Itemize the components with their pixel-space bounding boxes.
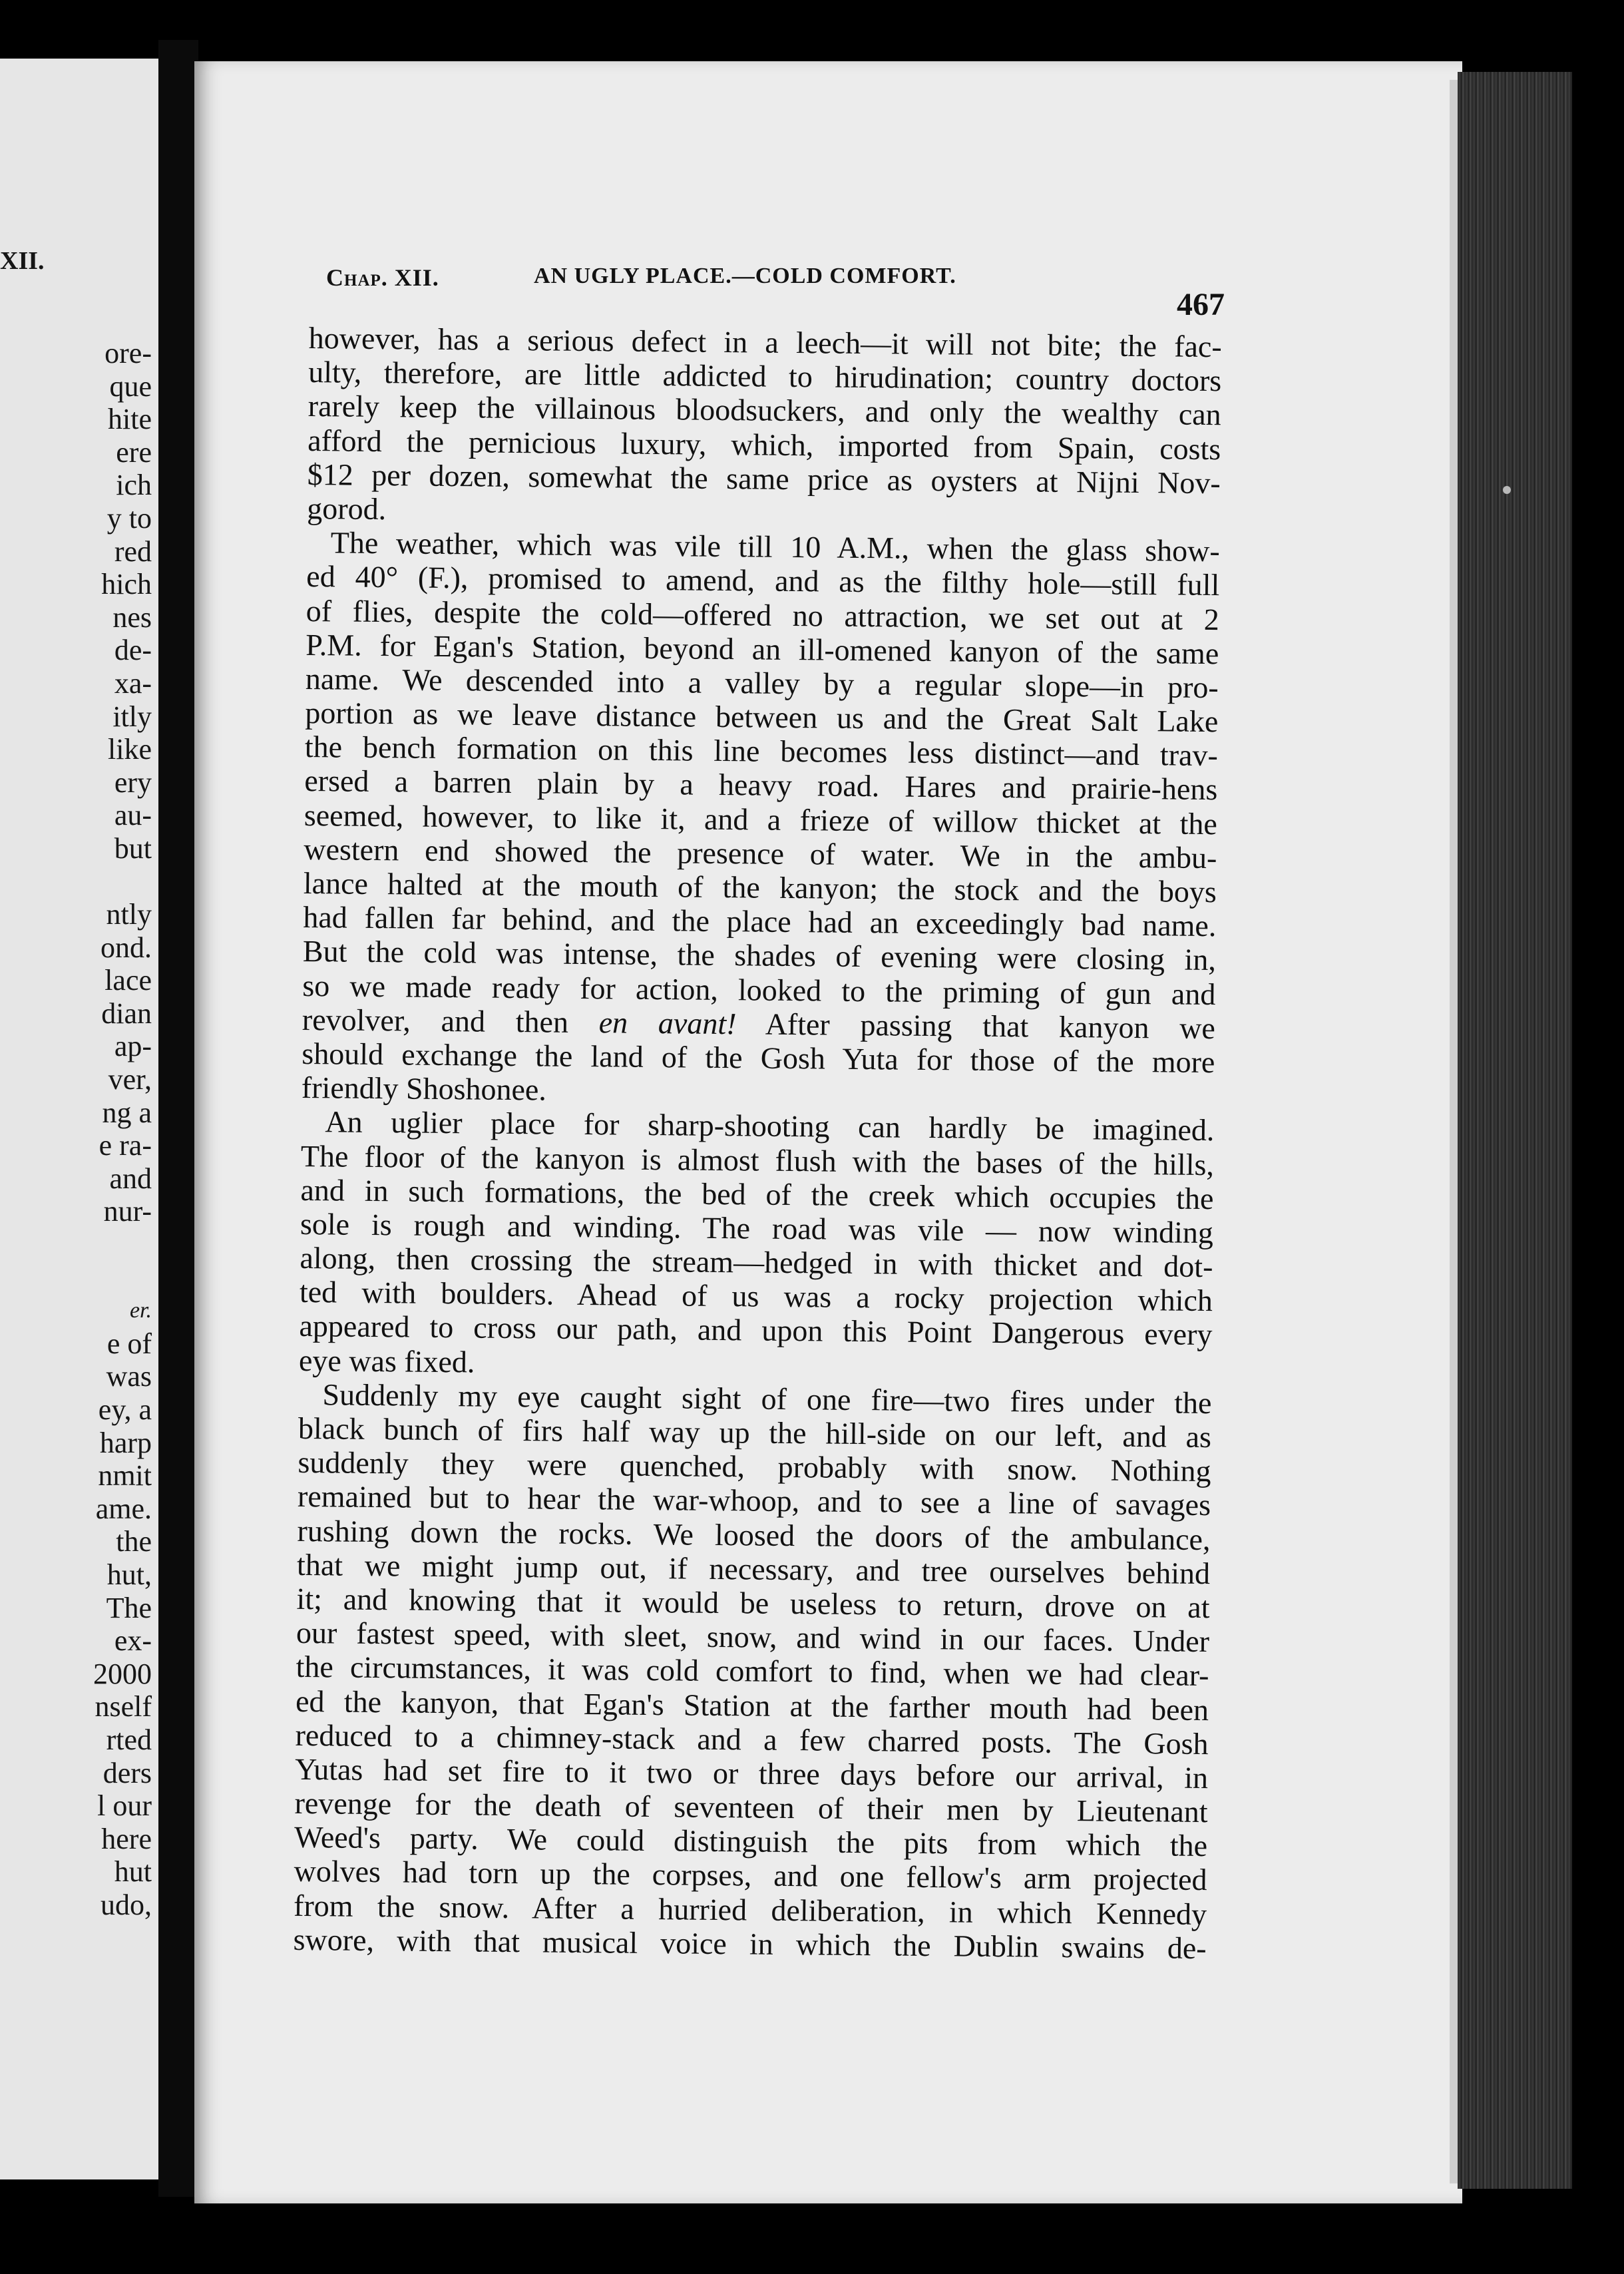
text-line: ed 40° (F.), promised to amend, and as the filthy hole—still full <box>306 559 1220 602</box>
text-line: Suddenly my eye caught sight of one fire—two fires under the <box>322 1377 1212 1420</box>
left-line: lace <box>104 964 152 997</box>
text-line: rarely keep the villainous bloodsuckers, and only the wealthy can <box>307 389 1221 432</box>
left-line: ex- <box>114 1624 152 1658</box>
text-line: from the snow. After a hurried deliberation, in which Kennedy <box>293 1888 1207 1931</box>
left-line: ntly <box>106 898 152 931</box>
text-line: The floor of the kanyon is almost flush with the bases of the hills, <box>300 1138 1215 1182</box>
left-line: 2000 <box>93 1657 152 1690</box>
left-line: ver, <box>108 1063 152 1096</box>
left-line: nmit <box>98 1459 152 1492</box>
left-line: xa- <box>114 666 152 700</box>
text-line: seemed, however, to like it, and a frieze of willow thicket at the <box>304 797 1218 841</box>
left-line: ery <box>114 766 152 799</box>
chapter-label: Chap. XII. <box>326 264 439 291</box>
left-line: was <box>106 1360 152 1393</box>
text-line: Weed's party. We could distinguish the pits from which the <box>294 1820 1208 1863</box>
text-line: wolves had torn up the corpses, and one fellow's arm projected <box>294 1854 1207 1897</box>
italic-phrase: en avant! <box>598 1005 737 1040</box>
text-line: swore, with that musical voice in which the Dublin swains de- <box>293 1922 1207 1965</box>
text-line: P.M. for Egan's Station, beyond an ill-omened kanyon of the same <box>305 627 1219 670</box>
left-line: here <box>101 1822 152 1855</box>
text-line: gorod. <box>307 491 387 527</box>
text-line: ulty, therefore, are little addicted to hirudination; country doctors <box>308 355 1222 398</box>
left-line: ore- <box>104 337 152 369</box>
left-line: but <box>114 831 152 865</box>
text-line: of flies, despite the cold—offered no attraction, we set out at 2 <box>305 593 1220 636</box>
left-line: hut, <box>106 1558 152 1591</box>
left-line: ng a <box>102 1096 152 1129</box>
text-line: Yutas had set fire to it two or three days before our arrival, in <box>294 1751 1209 1795</box>
page-edges <box>1458 72 1572 2189</box>
text-line: appeared to cross our path, and upon this Point Dangerous every <box>299 1309 1213 1352</box>
text-fragment: revolver, and then <box>302 1002 569 1039</box>
left-line: nur- <box>103 1195 152 1228</box>
text-line: ted with boulders. Ahead of us was a rocky projection which <box>299 1275 1213 1318</box>
text-fragment: After passing that kanyon we <box>765 1007 1216 1045</box>
left-line: rted <box>106 1723 152 1756</box>
left-line: au- <box>114 799 152 832</box>
left-page-line-endings <box>0 337 152 1922</box>
text-line: our fastest speed, with sleet, snow, and wind in our faces. Under <box>296 1616 1210 1659</box>
text-line: revenge for the death of seventeen of their men by Lieutenant <box>294 1785 1208 1829</box>
text-line: should exchange the land of the Gosh Yuta for those of the more <box>302 1036 1215 1080</box>
left-facing-page <box>0 59 158 2179</box>
running-title: AN UGLY PLACE.—COLD COMFORT. <box>534 264 956 288</box>
text-line: however, has a serious defect in a leech—it will not bite; the fac- <box>308 321 1222 364</box>
text-line: $12 per dozen, somewhat the same price as oysters at Nijni Nov- <box>307 457 1221 500</box>
left-line: udo, <box>101 1888 152 1921</box>
book-gutter <box>158 40 198 2197</box>
left-line: ders <box>102 1756 152 1789</box>
text-line: afford the pernicious luxury, which, imported from Spain, costs <box>307 423 1221 466</box>
left-line: ere <box>116 435 152 469</box>
running-header <box>326 264 1225 322</box>
left-line: red <box>114 535 152 568</box>
left-line: nes <box>112 600 152 634</box>
text-line: black bunch of firs half way up the hill-side on our left, and as <box>298 1411 1212 1455</box>
text-line: western end showed the presence of water. We in the ambu- <box>304 831 1217 875</box>
text-line: the bench formation on this line becomes less distinct—and trav- <box>304 730 1219 773</box>
left-line: que <box>109 369 152 403</box>
left-line: hut <box>114 1855 152 1889</box>
paper-speck <box>1503 486 1511 494</box>
left-line: y to <box>106 501 152 535</box>
text-line: lance halted at the mouth of the kanyon; the stock and the boys <box>303 865 1217 909</box>
text-line: eye was fixed. <box>298 1343 475 1379</box>
left-chapter-fragment: XII. <box>0 247 45 275</box>
page-number: 467 <box>1177 287 1225 322</box>
left-line: l our <box>97 1789 152 1823</box>
left-line: er. <box>129 1298 152 1323</box>
text-line: remained but to hear the war-whoop, and to see a line of savages <box>297 1479 1211 1522</box>
text-line: sole is rough and winding. The road was vile — now winding <box>300 1206 1214 1250</box>
left-line: e ra- <box>99 1129 152 1162</box>
left-line: ame. <box>95 1492 152 1525</box>
left-line: de- <box>114 634 152 667</box>
left-line: The <box>106 1591 152 1624</box>
text-line: it; and knowing that it would be useless to return, drove on at <box>296 1581 1210 1625</box>
left-line: nself <box>95 1690 152 1723</box>
left-line: itly <box>112 700 152 733</box>
text-line: An uglier place for sharp-shooting can hardly be imagined. <box>325 1104 1215 1148</box>
left-line <box>0 1261 152 1295</box>
text-line: that we might jump out, if necessary, and tree ourselves behind <box>296 1547 1211 1590</box>
text-line: name. We descended into a valley by a regular slope—in pro- <box>305 661 1219 705</box>
text-line: But the cold was intense, the shades of evening were closing in, <box>302 934 1217 977</box>
left-line: dian <box>101 997 152 1030</box>
body-text <box>293 321 1222 1965</box>
left-line: ich <box>116 469 152 502</box>
left-line: e of <box>106 1327 152 1360</box>
left-line: ap- <box>114 1030 152 1063</box>
left-line: and <box>109 1162 152 1195</box>
left-line: ond. <box>101 931 152 964</box>
text-line: portion as we leave distance between us and the Great Salt Lake <box>305 696 1219 739</box>
left-line: like <box>108 733 152 766</box>
left-line: ey, a <box>98 1393 152 1426</box>
left-line: hite <box>108 403 152 436</box>
text-line: so we made ready for action, looked to the priming of gun and <box>302 968 1216 1011</box>
left-line: hich <box>101 568 152 601</box>
text-line: rushing down the rocks. We loosed the doors of the ambulance, <box>297 1513 1211 1556</box>
text-line: along, then crossing the stream—hedged in with thicket and dot- <box>300 1240 1213 1284</box>
left-line: harp <box>99 1426 152 1459</box>
text-line: ersed a barren plain by a heavy road. Hares and prairie-hens <box>304 764 1218 807</box>
text-line: friendly Shoshonee. <box>301 1070 547 1107</box>
text-line: suddenly they were quenched, probably with snow. Nothing <box>298 1445 1211 1488</box>
left-line <box>0 1228 152 1261</box>
text-line: The weather, which was vile till 10 A.M., when the glass show- <box>330 525 1220 568</box>
left-line <box>0 865 152 899</box>
left-line: the <box>116 1525 152 1558</box>
text-line: the circumstances, it was cold comfort to find, when we had clear- <box>296 1650 1209 1693</box>
text-line: ed the kanyon, that Egan's Station at the farther mouth had been <box>295 1684 1209 1727</box>
text-line: had fallen far behind, and the place had an exceedingly bad name. <box>303 900 1217 943</box>
text-line: and in such formations, the bed of the creek which occupies the <box>300 1172 1214 1216</box>
text-line: reduced to a chimney-stack and a few charred posts. The Gosh <box>295 1717 1209 1761</box>
